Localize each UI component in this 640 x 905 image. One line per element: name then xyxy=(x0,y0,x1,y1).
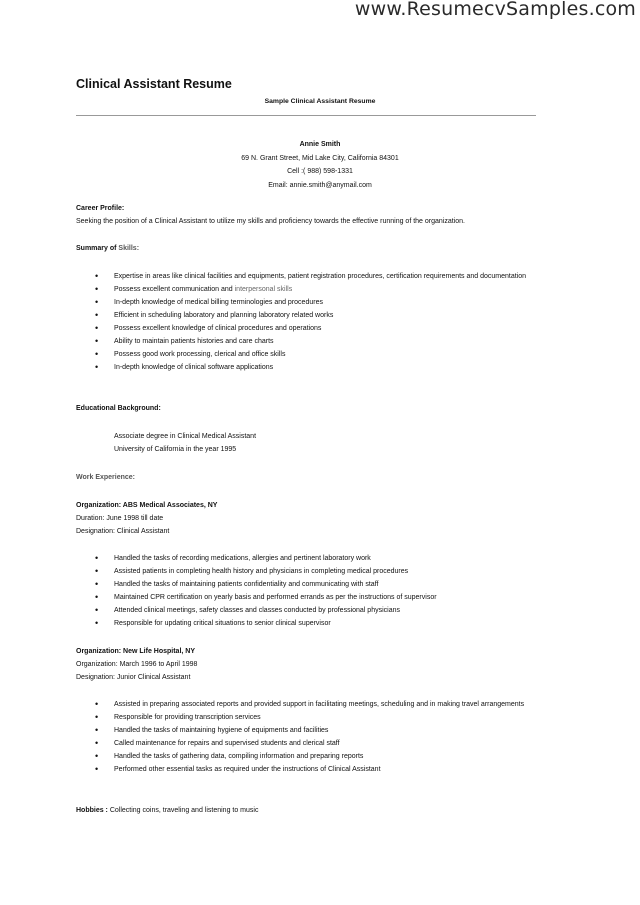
title-divider xyxy=(76,115,536,116)
address-line: 69 N. Grant Street, Mid Lake City, California 84301 xyxy=(241,154,399,162)
list-item: • Possess good work processing, clerical and office skills xyxy=(76,348,546,361)
skill-text: Possess excellent communication and xyxy=(114,286,235,293)
contact-block xyxy=(0,138,640,192)
email-line: Email: annie.smith@anymail.com xyxy=(268,181,372,189)
list-item: • In-depth knowledge of medical billing terminologies and procedures xyxy=(76,296,546,309)
list-item: • Handled the tasks of recording medications, allergies and pertinent laboratory work xyxy=(76,552,546,565)
list-item: • Expertise in areas like clinical facilities and equipments, patient registration procedures, certification requirements and documentation xyxy=(76,270,546,283)
document-subtitle: Sample Clinical Assistant Resume xyxy=(264,98,376,105)
job1-organization: Organization: ABS Medical Associates, NY xyxy=(76,502,218,509)
hobbies-heading: Hobbies : xyxy=(76,807,108,814)
phone-line: Cell :( 988) 598-1331 xyxy=(287,168,353,175)
list-item: • Assisted patients in completing health history and physicians in completing medical procedures xyxy=(76,565,546,578)
job1-duties xyxy=(76,552,546,630)
career-text: Seeking the position of a Clinical Assistant to utilize my skills and proficiency towards the effective running of the organization. xyxy=(76,218,465,225)
list-item: • Handled the tasks of gathering data, compiling information and preparing reports xyxy=(76,750,546,763)
skills-heading-b: Skills: xyxy=(118,245,140,252)
list-item: • Maintained CPR certification on yearly basis and performed errands as per the instructions of supervisor xyxy=(76,591,546,604)
work-heading: Work Experience: xyxy=(76,474,136,481)
education-heading: Educational Background: xyxy=(76,405,161,412)
hobbies-text: Collecting coins, traveling and listening to music xyxy=(107,807,259,814)
list-item: • Ability to maintain patients histories and care charts xyxy=(76,335,546,348)
skills-heading-a: Summary of xyxy=(76,245,119,252)
list-item: • In-depth knowledge of clinical software applications xyxy=(76,361,546,374)
skills-list xyxy=(76,270,546,374)
skill-text-highlight: interpersonal skills xyxy=(234,286,293,293)
list-item: • Attended clinical meetings, safety classes and classes conducted by professional physicians xyxy=(76,604,546,617)
page-title: Clinical Assistant Resume xyxy=(76,77,232,91)
education-degree: Associate degree in Clinical Medical Assistant xyxy=(114,433,257,440)
list-item: • Handled the tasks of maintaining patients confidentiality and communicating with staff xyxy=(76,578,546,591)
job1-designation: Designation: Clinical Assistant xyxy=(76,528,170,535)
list-item xyxy=(76,283,546,296)
list-item: • Responsible for updating critical situations to senior clinical supervisor xyxy=(76,617,546,630)
list-item: • Responsible for providing transcription services xyxy=(76,711,546,724)
job2-designation: Designation: Junior Clinical Assistant xyxy=(76,674,191,681)
website-watermark: www.ResumecvSamples.com xyxy=(354,0,636,20)
list-item: • Assisted in preparing associated reports and provided support in facilitating meetings, scheduling and in making travel arrangements xyxy=(76,698,546,711)
candidate-name: Annie Smith xyxy=(299,141,341,148)
education-school: University of California in the year 1995 xyxy=(114,446,237,453)
skills-heading xyxy=(76,242,139,255)
job2-organization: Organization: New Life Hospital, NY xyxy=(76,648,196,655)
list-item: • Called maintenance for repairs and supervised students and clerical staff xyxy=(76,737,546,750)
list-item: • Handled the tasks of maintaining hygiene of equipments and facilities xyxy=(76,724,546,737)
list-item: • Performed other essential tasks as required under the instructions of Clinical Assistant xyxy=(76,763,546,776)
job2-duration: Organization: March 1996 to April 1998 xyxy=(76,661,198,668)
hobbies-line xyxy=(76,804,258,817)
list-item: • Possess excellent knowledge of clinical procedures and operations xyxy=(76,322,546,335)
list-item: • Efficient in scheduling laboratory and planning laboratory related works xyxy=(76,309,546,322)
job2-duties xyxy=(76,698,546,776)
career-heading: Career Profile: xyxy=(76,205,125,212)
job1-duration: Duration: June 1998 till date xyxy=(76,515,164,522)
